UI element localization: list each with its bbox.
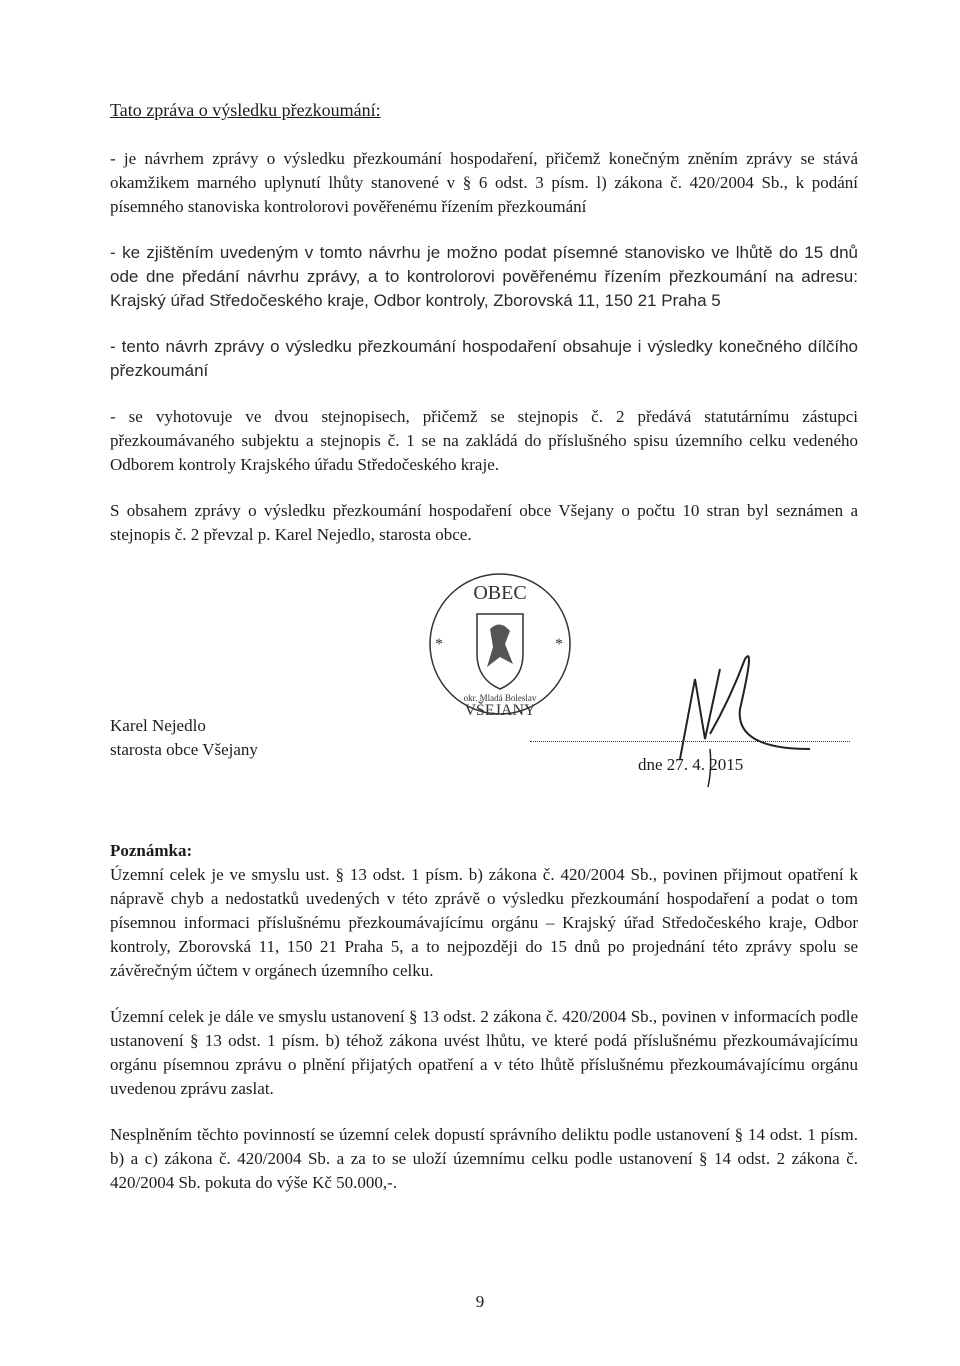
signer-name: Karel Nejedlo — [110, 716, 206, 735]
note-paragraph-penalty: Nesplněním těchto povinností se územní celek dopustí správního deliktu podle ustanovení § 14 odst. 1 písm. b) a c) zákona č. 420/2004 Sb. a za to se uloží územnímu celku podle ustanovení § 14 odst. 2 zákona č. 420/2004 Sb. pokuta do výše Kč 50.000,-. — [110, 1125, 858, 1192]
signer — [110, 714, 258, 762]
note-paragraph-remedy: Územní celek je ve smyslu ust. § 13 odst. 1 písm. b) zákona č. 420/2004 Sb., povinen přijmout opatření k nápravě chyb a nedostatků uvedených v této zprávě o výsledku přezkoumání hospodaření a podat o tom písemnou informaci příslušnému přezkoumávajícímu orgánu – Krajský úřad Středočeského kraje, Odbor kontroly, Zborovská 11, 150 21 Praha 5, a to nejpozději do 15 dnů po projednání této zprávy spolu se závěrečným účtem v orgánech územního celku. — [110, 865, 858, 980]
svg-text:*: * — [435, 636, 443, 653]
document-page — [110, 100, 858, 1217]
paragraph-acknowledgement: S obsahem zprávy o výsledku přezkoumání hospodaření obce Všejany o počtu 10 stran byl seznámen a stejnopis č. 2 převzal p. Karel Nejedlo, starosta obce. — [110, 501, 858, 544]
paragraph-partial-results: - tento návrh zprávy o výsledku přezkoumání hospodaření obsahuje i výsledky konečného dílčího přezkoumání — [110, 337, 858, 380]
note-title: Poznámka: — [110, 841, 193, 860]
note-paragraph-deadline: Územní celek je dále ve smyslu ustanovení § 13 odst. 2 zákona č. 420/2004 Sb., povinen v informacích podle ustanovení § 13 odst. 1 písm. b) téhož zákona uvést lhůtu, ve které podá příslušnému přezkoumávajícímu orgánu písemnou zprávu o plnění přijatých opatření a v této lhůtě příslušnému přezkoumávajícímu orgánu uvedenou zprávu zaslat. — [110, 1007, 858, 1098]
paragraph-draft-status: - je návrhem zprávy o výsledku přezkoumání hospodaření, přičemž konečným zněním zprávy se stává okamžikem marného uplynutí lhůty stanovené v § 6 odst. 3 písm. l) zákona č. 420/2004 Sb., k podání písemného stanoviska kontrolorovi pověřenému řízením přezkoumání — [110, 149, 858, 216]
signature-block — [110, 569, 858, 839]
svg-text:VŠEJANY: VŠEJANY — [464, 702, 536, 719]
signature-date: dne 27. 4. 2015 — [638, 755, 744, 774]
signature-line — [530, 741, 850, 742]
signer-role: starosta obce Všejany — [110, 740, 258, 759]
svg-text:okr. Mladá Boleslav: okr. Mladá Boleslav — [463, 693, 537, 703]
municipal-stamp — [415, 569, 585, 719]
svg-text:OBEC: OBEC — [473, 582, 527, 604]
page-number: 9 — [475, 1292, 485, 1311]
section-heading: Tato zpráva o výsledku přezkoumání: — [110, 100, 381, 120]
paragraph-copies: - se vyhotovuje ve dvou stejnopisech, přičemž se stejnopis č. 2 předává statutárnímu zástupci přezkoumávaného subjektu a stejnopis č. 1 se na zakládá do příslušného spisu územního celku vedeného Odborem kontroly Krajského úřadu Středočeského kraje. — [110, 407, 858, 474]
svg-text:*: * — [555, 636, 563, 653]
paragraph-objection-deadline: - ke zjištěním uvedeným v tomto návrhu je možno podat písemné stanovisko ve lhůtě do 15 dnů ode dne předání návrhu zprávy, a to kontrolorovi pověřenému řízením přezkoumání na adresu: Krajský úřad Středočeského kraje, Odbor kontroly, Zborovská 11, 150 21 Praha 5 — [110, 243, 858, 310]
